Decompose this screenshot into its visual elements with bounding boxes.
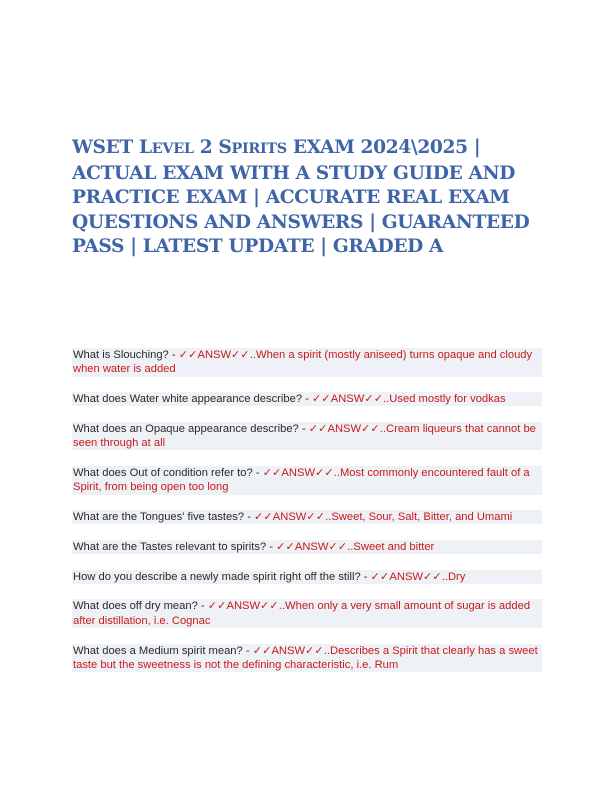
answer-text: Dry: [447, 570, 466, 583]
question-text: What is Slouching?: [73, 349, 169, 361]
document-title: [72, 136, 547, 260]
qa-item: [72, 599, 542, 628]
title-part-5: EXAM 2024\2025 | ACTUAL EXAM WITH A STUDY GUIDE AND PRACTICE EXAM | ACCURATE REAL EXAM QUESTIONS AND ANSWERS | GUARANTEED PASS | LATEST UPDATE | GRADED A: [72, 137, 530, 257]
qa-item: [72, 510, 542, 524]
qa-item: [72, 466, 542, 495]
answer-marker: ✓✓ANSW✓✓..: [308, 422, 387, 435]
separator: -: [302, 393, 313, 406]
answer-text: When only a very small amount of sugar is added after distillation, i.e. Cognac: [73, 600, 531, 627]
answer-marker: ✓✓ANSW✓✓..: [178, 349, 257, 361]
answer-text: Describes a Spirit that clearly has a sweet taste but the sweetness is not the defining characteristic, i.e. Rum: [73, 644, 538, 671]
qa-item: [72, 540, 542, 554]
qa-item: [72, 348, 542, 377]
title-part-3: 2 S: [193, 137, 232, 158]
separator: -: [244, 511, 255, 524]
question-text: What does off dry mean?: [73, 600, 198, 613]
question-text: What does an Opaque appearance describe?: [73, 422, 299, 435]
answer-text: When a spirit (mostly aniseed) turns opaque and cloudy when water is added: [73, 349, 533, 376]
separator: -: [298, 422, 309, 435]
answer-marker: ✓✓ANSW✓✓..: [276, 540, 354, 553]
separator: -: [266, 540, 277, 553]
answer-marker: ✓✓ANSW✓✓..: [207, 600, 286, 613]
answer-text: Sweet, Sour, Salt, Bitter, and Umami: [331, 511, 513, 524]
answer-marker: ✓✓ANSW✓✓..: [312, 393, 390, 406]
question-text: What are the Tongues' five tastes?: [73, 511, 245, 524]
separator: -: [197, 600, 208, 613]
question-text: What does a Medium spirit mean?: [73, 644, 243, 657]
qa-list: [72, 348, 542, 672]
question-text: What does Water white appearance describe?: [73, 393, 303, 406]
separator: -: [242, 644, 253, 657]
answer-text: Sweet and bitter: [353, 540, 435, 553]
qa-item: [72, 422, 542, 451]
question-text: What does Out of condition refer to?: [73, 466, 253, 479]
separator: -: [252, 466, 263, 479]
answer-marker: ✓✓ANSW✓✓..: [254, 511, 332, 524]
answer-marker: ✓✓ANSW✓✓..: [370, 570, 448, 583]
answer-marker: ✓✓ANSW✓✓..: [262, 466, 340, 479]
separator: -: [360, 570, 371, 583]
title-part-1: WSET L: [72, 137, 152, 158]
answer-text: Used mostly for vodkas: [389, 393, 506, 406]
answer-text: Most commonly encountered fault of a Spirit, from being open too long: [73, 466, 530, 494]
title-part-4: PIRITS: [231, 140, 287, 157]
qa-item: [72, 392, 542, 406]
answer-text: Cream liqueurs that cannot be seen through at all: [73, 422, 536, 450]
question-text: How do you describe a newly made spirit right off the still?: [73, 570, 361, 583]
question-text: What are the Tastes relevant to spirits?: [73, 540, 267, 553]
separator: -: [168, 349, 179, 361]
qa-item: [72, 570, 542, 584]
answer-marker: ✓✓ANSW✓✓..: [252, 644, 330, 657]
qa-item: [72, 644, 542, 673]
title-part-2: EVEL: [151, 140, 194, 157]
